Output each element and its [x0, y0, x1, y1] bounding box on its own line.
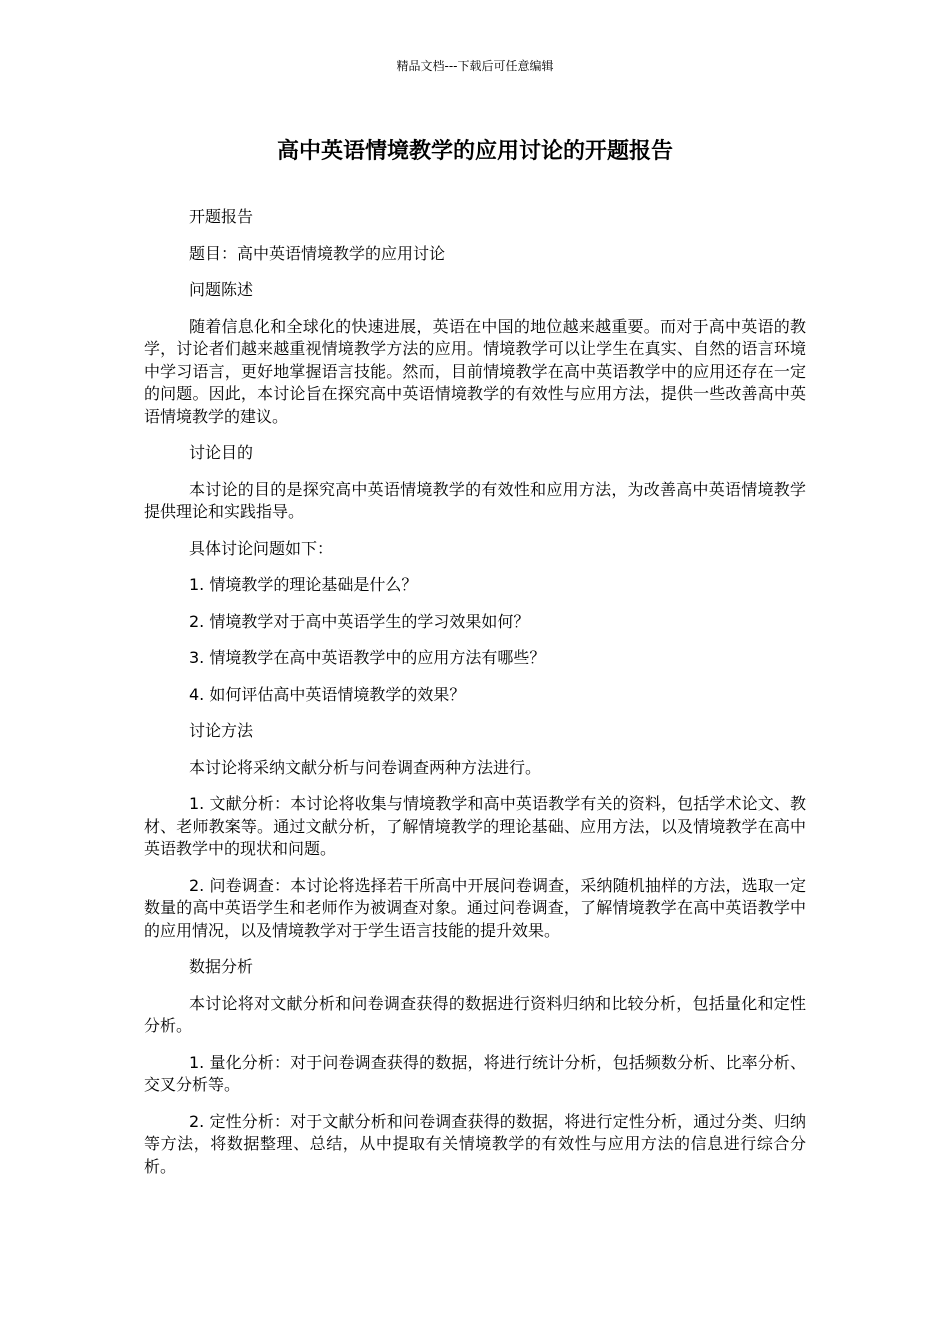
section-heading-purpose: 讨论目的: [189, 443, 254, 462]
analysis-item: 2. 定性分析：对于文献分析和问卷调查获得的数据，将进行定性分析，通过分类、归纳等方法，将数据整理、总结，从中提取有关情境教学的有效性与应用方法的信息进行综合分析。: [144, 1111, 806, 1176]
questions-intro: 具体讨论问题如下：: [189, 538, 334, 558]
document-title: 高中英语情境教学的应用讨论的开题报告: [276, 139, 673, 164]
method-intro: 本讨论将采纳文献分析与问卷调查两种方法进行。: [189, 757, 542, 777]
section-heading-method: 讨论方法: [189, 721, 254, 740]
question-item: 4. 如何评估高中英语情境教学的效果？: [189, 684, 466, 704]
question-item: 3. 情境教学在高中英语教学中的应用方法有哪些？: [189, 648, 546, 667]
section-label-report: 开题报告: [189, 207, 254, 226]
analysis-intro: 本讨论将对文献分析和问卷调查获得的数据进行资料归纳和比较分析，包括量化和定性分析。: [144, 993, 806, 1035]
problem-paragraph: 随着信息化和全球化的快速进展，英语在中国的地位越来越重要。而对于高中英语的教学，讨论者们越来越重视情境教学方法的应用。情境教学可以让学生在真实、自然的语言环境中学习语言，更好地掌握语言技能。然而，目前情境教学在高中英语教学中的应用还存在一定的问题。因此，本讨论旨在探究高中英语情境教学的有效性与应用方法，提供一些改善高中英语情境教学的建议。: [144, 316, 806, 426]
section-heading-problem: 问题陈述: [189, 280, 254, 299]
topic-line: 题目：高中英语情境教学的应用讨论: [189, 243, 446, 263]
question-item: 2. 情境教学对于高中英语学生的学习效果如何？: [189, 611, 530, 631]
section-heading-analysis: 数据分析: [189, 957, 254, 976]
purpose-paragraph: 本讨论的目的是探究高中英语情境教学的有效性和应用方法，为改善高中英语情境教学提供理论和实践指导。: [144, 479, 806, 521]
document-body: [144, 206, 806, 1192]
method-item: 1. 文献分析：本讨论将收集与情境教学和高中英语教学有关的资料，包括学术论文、教材、老师教案等。通过文献分析，了解情境教学的理论基础、应用方法，以及情境教学在高中英语教学中的现状和问题。: [144, 794, 806, 858]
header-note: 精品文档---下载后可任意编辑: [396, 59, 554, 73]
method-item: 2. 问卷调查：本讨论将选择若干所高中开展问卷调查，采纳随机抽样的方法，选取一定数量的高中英语学生和老师作为被调查对象。通过问卷调查，了解情境教学在高中英语教学中的应用情况，以及情境教学对于学生语言技能的提升效果。: [144, 875, 806, 940]
analysis-item: 1. 量化分析：对于问卷调查获得的数据，将进行统计分析，包括频数分析、比率分析、交叉分析等。: [144, 1052, 806, 1094]
question-item: 1. 情境教学的理论基础是什么？: [189, 575, 418, 594]
